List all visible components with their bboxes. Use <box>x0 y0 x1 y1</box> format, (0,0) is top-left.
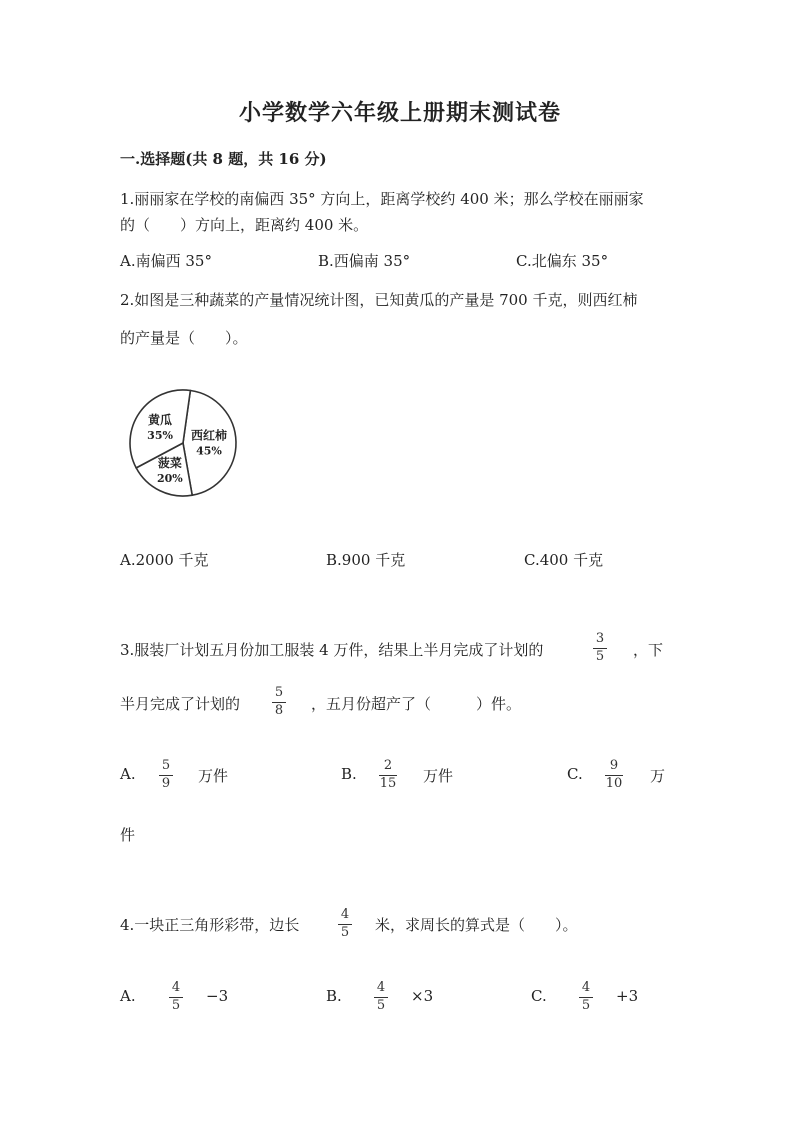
pie-value-cucumber: 35% <box>147 428 173 442</box>
question-3-option-c-unit: 万 <box>650 767 666 785</box>
fraction-denominator: 10 <box>605 776 623 791</box>
question-3-line-2: 半月完成了计划的 <box>120 695 241 713</box>
question-3-option-a-letter: A. <box>120 765 136 783</box>
fraction-numerator: 4 <box>376 980 386 995</box>
fraction-denominator: 5 <box>340 925 350 940</box>
question-4-option-a-operation: −3 <box>206 987 229 1005</box>
question-2-line-1: 2.如图是三种蔬菜的产量情况统计图，已知黄瓜的产量是 700 千克，则西红柿 <box>120 291 638 309</box>
question-2-option-b: B.900 千克 <box>326 551 406 569</box>
fraction-five-ninths <box>159 759 173 791</box>
fraction-numerator: 3 <box>595 631 605 646</box>
question-1-option-b: B.西偏南 35° <box>318 252 411 270</box>
fraction-four-fifths <box>338 908 352 940</box>
question-4-option-a-letter: A. <box>120 987 136 1005</box>
fraction-denominator: 15 <box>379 776 397 791</box>
fraction-three-fifths <box>593 632 607 664</box>
question-3-option-a-unit: 万件 <box>198 767 229 785</box>
question-4-option-b-operation: ×3 <box>411 987 434 1005</box>
fraction-nine-tenths <box>605 759 623 791</box>
question-4-option-c-operation: +3 <box>616 987 639 1005</box>
fraction-five-eighths <box>272 686 286 718</box>
fraction-denominator: 5 <box>171 998 181 1013</box>
question-3-line-1-end: ，下 <box>633 641 664 659</box>
page-title: 小学数学六年级上册期末测试卷 <box>238 100 561 126</box>
fraction-denominator: 5 <box>581 998 591 1013</box>
fraction-four-fifths-c <box>579 981 593 1013</box>
pie-chart <box>120 380 260 510</box>
pie-label-spinach: 菠菜 <box>157 455 182 470</box>
fraction-four-fifths-b <box>374 981 388 1013</box>
section-heading: 一.选择题(共 8 题，共 16 分) <box>120 150 327 168</box>
question-2-line-2: 的产量是（ ）。 <box>120 329 248 347</box>
fraction-numerator: 5 <box>274 685 284 700</box>
fraction-two-fifteenths <box>379 759 397 791</box>
question-1-option-a: A.南偏西 35° <box>120 252 212 270</box>
fraction-denominator: 8 <box>274 703 284 718</box>
fraction-four-fifths-a <box>169 981 183 1013</box>
question-4-line-1: 4.一块正三角形彩带，边长 <box>120 916 300 934</box>
fraction-numerator: 4 <box>340 907 350 922</box>
question-1-option-c: C.北偏东 35° <box>516 252 609 270</box>
fraction-numerator: 9 <box>609 758 619 773</box>
question-2-option-a: A.2000 千克 <box>120 551 209 569</box>
fraction-denominator: 5 <box>376 998 386 1013</box>
question-2-option-c: C.400 千克 <box>524 551 604 569</box>
question-4-option-c-letter: C. <box>531 987 547 1005</box>
question-3-line-1: 3.服装厂计划五月份加工服装 4 万件，结果上半月完成了计划的 <box>120 641 544 659</box>
pie-label-tomato: 西红柿 <box>190 428 228 443</box>
fraction-numerator: 4 <box>581 980 591 995</box>
pie-value-spinach: 20% <box>156 471 183 485</box>
fraction-numerator: 5 <box>161 758 171 773</box>
question-1-line-1: 1.丽丽家在学校的南偏西 35° 方向上，距离学校约 400 米；那么学校在丽丽家 <box>120 190 644 208</box>
question-3-option-b-letter: B. <box>341 765 357 783</box>
pie-label-cucumber: 黄瓜 <box>148 412 173 427</box>
question-3-option-c-letter: C. <box>567 765 583 783</box>
question-3-option-b-unit: 万件 <box>423 767 454 785</box>
fraction-denominator: 5 <box>595 649 605 664</box>
fraction-denominator: 9 <box>161 776 171 791</box>
pie-value-tomato: 45% <box>196 444 222 458</box>
question-4-option-b-letter: B. <box>326 987 342 1005</box>
question-3-option-c-wrap: 件 <box>120 826 136 844</box>
question-1-line-2: 的（ ）方向上，距离约 400 米。 <box>120 216 369 234</box>
question-4-line-1-end: 米，求周长的算式是（ ）。 <box>375 916 578 934</box>
question-3-line-2-end: ，五月份超产了（ ）件。 <box>311 695 522 713</box>
fraction-numerator: 4 <box>171 980 181 995</box>
pie-slice-tomato <box>183 391 236 496</box>
fraction-numerator: 2 <box>383 758 393 773</box>
